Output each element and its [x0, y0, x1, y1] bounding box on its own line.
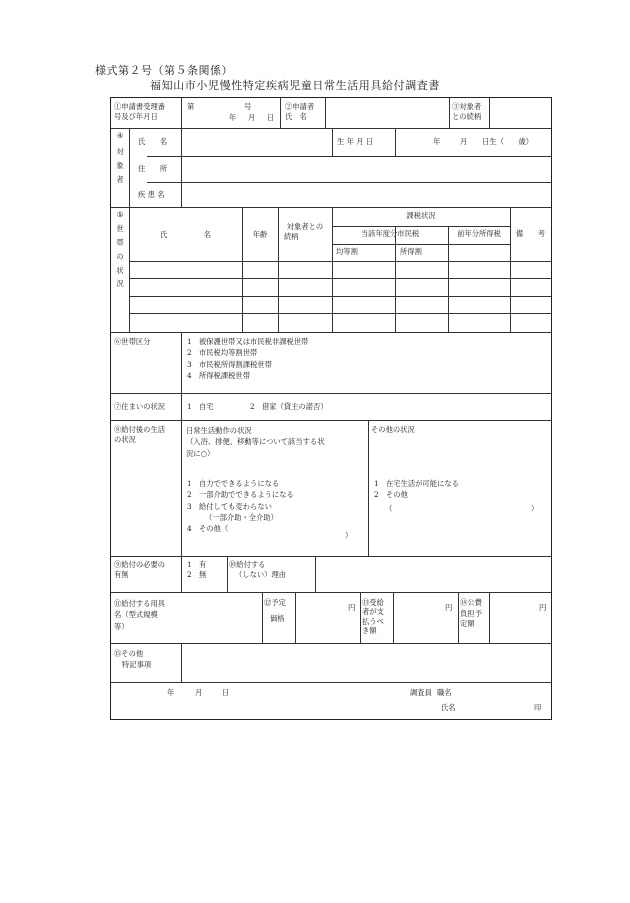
- rule: [368, 420, 369, 556]
- necessity-options: 1 有 2 無: [187, 560, 207, 579]
- rule: [111, 643, 551, 644]
- rule: [111, 682, 551, 683]
- planned-price-label: ⑫予定 価格: [264, 598, 286, 623]
- income-rate-header: 所得割: [400, 247, 422, 256]
- subject-disease-label: 疾 患 名: [138, 190, 165, 199]
- public-burden-label: ⑭公費 負担予 定額: [460, 598, 482, 629]
- household-name-header: 氏 名: [159, 230, 212, 239]
- household-relation-header: 対象者との 続柄: [284, 222, 324, 241]
- rule: [181, 332, 182, 420]
- rule: [332, 207, 333, 332]
- housing-label: ⑦住まいの状況: [114, 402, 166, 411]
- yen-price: 円: [348, 603, 356, 612]
- rule: [295, 592, 296, 643]
- remarks-header: 備 考: [515, 229, 546, 238]
- recipient-payment-label: ⑬受給 者が支 払うべ き額: [362, 598, 384, 636]
- subject-vertical-label: 対 象 者: [116, 147, 124, 184]
- subject-address-label: 住 所: [138, 164, 168, 173]
- daily-activity-other-close: ）: [345, 531, 353, 540]
- rule: [458, 592, 459, 643]
- rule: [227, 556, 228, 592]
- grant-reason-label: ⑩給付する （しない）理由: [229, 560, 287, 579]
- applicant-name-label: ②申請者 氏 名: [285, 102, 315, 121]
- rule: [395, 226, 396, 332]
- rule: [111, 207, 551, 208]
- subject-birth-day-age: 日生（ 歳）: [482, 137, 534, 146]
- daily-activity-options: 1 自力でできるようになる 2 一部介助でできるようになる 3 給付しても変わらない （一部介助・全介助） 4 その他（: [187, 479, 294, 534]
- other-situation-paren-open: （: [385, 504, 393, 513]
- footer-day: 日: [222, 688, 230, 697]
- rule: [111, 420, 551, 421]
- receipt-gou: 号: [244, 102, 252, 111]
- other-situation-options: 1 在宅生活が可能になる 2 その他: [374, 479, 459, 500]
- rule: [181, 643, 182, 682]
- household-vertical-label: 世 帯 の 状 況: [116, 224, 124, 289]
- footer-year: 年: [167, 688, 175, 697]
- rule: [129, 313, 551, 314]
- equal-rate-header: 均等割: [336, 247, 358, 256]
- rule: [129, 261, 551, 262]
- rule: [181, 420, 182, 556]
- rule: [147, 156, 551, 157]
- receipt-number-label: ①申請書受理番 号及び年月日: [114, 102, 166, 121]
- rule: [489, 98, 490, 128]
- form-number: 様式第２号（第５条関係）: [95, 64, 233, 77]
- subject-birth-year: 年: [433, 137, 441, 146]
- rule: [280, 98, 281, 128]
- rule: [262, 592, 263, 643]
- rule: [242, 207, 243, 332]
- subject-birth-month: 月: [460, 137, 468, 146]
- rule: [332, 244, 510, 245]
- rule: [111, 332, 551, 333]
- rule: [449, 98, 450, 128]
- rule: [147, 182, 551, 183]
- necessity-label: ⑨給付の必要の 有無: [114, 560, 166, 579]
- household-category-list: 1 被保護世帯又は市民税非課税世帯 2 市民税均等割世帯 3 市民税所得割課税世帯 4 所得税課税世帯: [187, 337, 309, 380]
- seal-mark: 印: [534, 703, 542, 712]
- survey-form-table: [110, 97, 552, 720]
- yen-recipient: 円: [445, 603, 453, 612]
- subject-birth-label: 生 年 月 日: [337, 137, 374, 146]
- rule: [129, 128, 130, 207]
- receipt-year: 年: [229, 113, 237, 122]
- rule: [181, 128, 182, 207]
- investigator-label: 調査員: [410, 688, 432, 697]
- footer-month: 月: [195, 688, 203, 697]
- other-situation-title: その他の状況: [371, 425, 415, 434]
- rule: [510, 207, 511, 332]
- daily-activity-block: 日常生活動作の状況 （入浴、排便、移動等について該当する状 況に○）: [186, 426, 325, 458]
- yen-public: 円: [539, 603, 547, 612]
- other-notes-label: ⑮その他 特記事項: [114, 649, 152, 670]
- form-title: 福知山市小児慢性特定疾病児童日常生活用具給付調査書: [150, 79, 440, 92]
- rule: [181, 98, 182, 128]
- equipment-name-label: ⑪給付する用具 名（型式規模 等）: [114, 599, 166, 631]
- rule: [111, 556, 551, 557]
- rule: [393, 592, 394, 643]
- rule: [111, 128, 551, 129]
- investigator-position-label: 職名: [437, 688, 452, 697]
- housing-option-rent: 2 借家（貸主の諾否）: [250, 402, 328, 411]
- rule: [395, 128, 396, 156]
- rule: [332, 128, 333, 156]
- other-situation-paren-close: ）: [531, 504, 539, 513]
- rule: [332, 226, 510, 227]
- subject-name-label: 氏 名: [138, 137, 168, 146]
- rule: [129, 207, 130, 332]
- receipt-month: 月: [248, 113, 256, 122]
- rule: [111, 393, 551, 394]
- receipt-day: 日: [267, 113, 275, 122]
- investigator-name-label: 氏名: [441, 703, 456, 712]
- rule: [489, 592, 490, 643]
- municipal-tax-header: 当該年度分市民税: [360, 229, 420, 238]
- household-age-header: 年齢: [252, 230, 268, 239]
- rule: [315, 556, 316, 592]
- prev-income-tax-header: 前年分所得税: [457, 229, 501, 238]
- receipt-dai: 第: [187, 102, 195, 111]
- household-num: ⑤: [116, 210, 124, 219]
- life-after-label: ⑧給付後の生活 の状況: [114, 425, 166, 444]
- tax-status-header: 課税状況: [406, 211, 436, 220]
- household-category-label: ⑥世帯区分: [114, 337, 151, 346]
- rule: [360, 592, 361, 643]
- housing-option-own: 1 自宅: [187, 402, 214, 411]
- rule: [129, 278, 551, 279]
- rule: [181, 556, 182, 592]
- relation-label: ③対象者 との続柄: [452, 102, 482, 121]
- rule: [111, 592, 551, 593]
- rule: [325, 98, 326, 128]
- rule: [129, 296, 551, 297]
- subject-num: ④: [116, 131, 124, 140]
- rule: [448, 226, 449, 332]
